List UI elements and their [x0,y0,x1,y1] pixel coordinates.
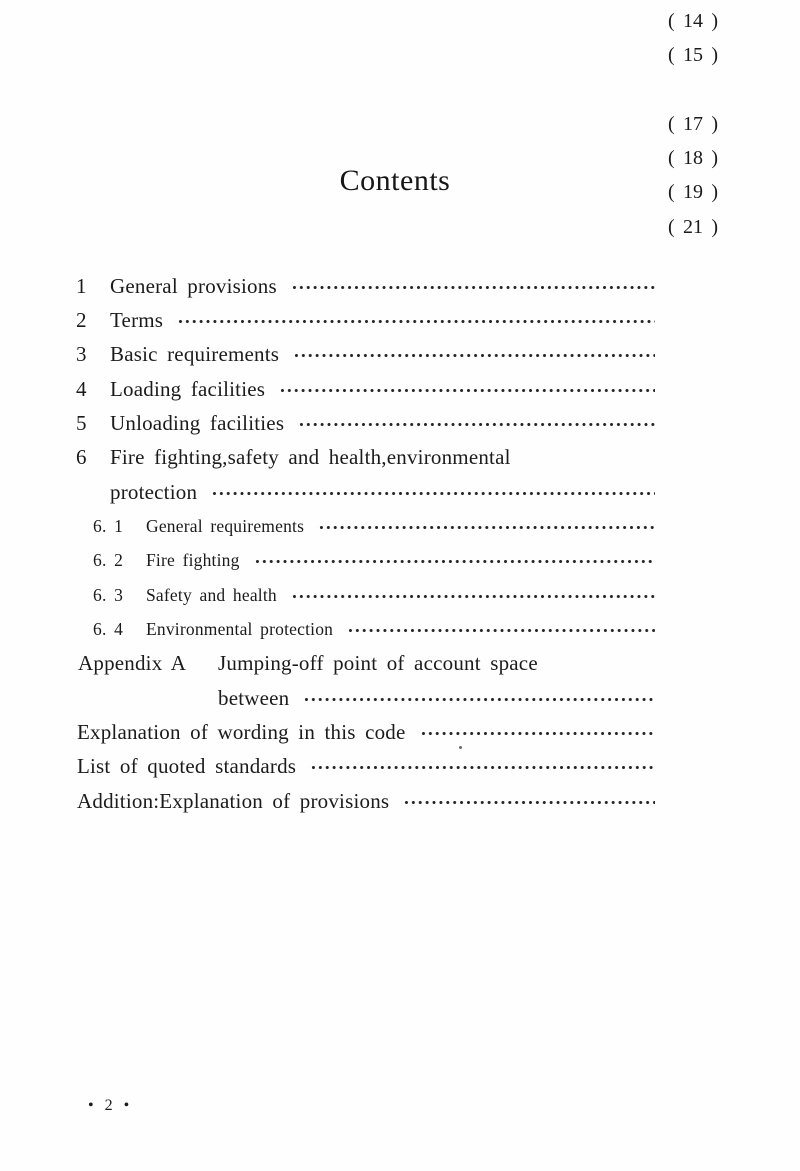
page-number-value: 21 [683,215,703,238]
toc-entry-label: Basic requirements [110,342,280,367]
scan-artifact-dot [459,746,462,749]
paren-open: ( [668,112,675,135]
dot-leader [345,612,655,646]
page-number [668,216,718,1171]
toc-entry-number: 3 [76,342,87,367]
toc-entry-label: between [218,685,290,710]
toc-entry-label: Explanation of wording in this code [77,720,406,745]
page-number-value: 14 [683,9,703,32]
toc-entry-label: Loading facilities [110,376,266,401]
paren-open: ( [668,44,675,67]
dot-leader [296,406,655,440]
toc-entry-label: Environmental protection [146,619,334,640]
toc-entry-number: 4 [76,376,87,401]
toc-entry-label: Safety and health [146,584,277,605]
page-number-value: 19 [683,181,703,204]
dot-leader [316,509,655,543]
dot-leader [289,269,655,303]
dot-leader [289,578,655,612]
paren-open: ( [668,9,675,32]
toc-entry-label: Fire fighting [146,550,240,571]
toc-entry-label: Terms [110,308,164,333]
toc-entry-number: 6. 2 [93,550,124,571]
dot-leader [175,303,655,337]
paren-close: ) [711,181,718,204]
page-number-value: 15 [683,44,703,67]
toc-entry-number: Appendix A [78,651,187,676]
dot-leader [252,544,655,578]
toc-entry-label: Unloading facilities [110,411,285,436]
toc-entry-label: Addition:Explanation of provisions [77,788,390,813]
dot-leader [209,475,655,509]
dot-leader [418,715,655,749]
paren-close: ) [711,147,718,170]
paren-open: ( [668,147,675,170]
page-title: Contents [339,164,451,197]
toc-entry-label: Fire fighting,safety and health,environmental [110,445,511,470]
dot-leader [401,784,655,818]
dot-leader [308,750,655,784]
footer-page-number: • 2 • [88,1097,130,1114]
toc-entry-number: 6 [76,445,87,470]
toc-entry-number: 6. 3 [93,584,124,605]
toc-entry-number: 1 [76,273,87,298]
toc-entry-label: General requirements [146,516,305,537]
page-number-value: 18 [683,147,703,170]
dot-leader [301,681,655,715]
toc-entry-number: 2 [76,308,87,333]
dot-leader [277,372,655,406]
toc-entry-label: Jumping-off point of account space [218,651,538,676]
toc-entry-number: 5 [76,411,87,436]
page-number-value: 17 [683,112,703,135]
paren-close: ) [711,112,718,135]
toc-entry-number: 6. 4 [93,619,124,640]
paren-close: ) [711,44,718,67]
paren-close: ) [711,9,718,32]
paren-open: ( [668,181,675,204]
toc-entry-label: List of quoted standards [77,754,297,779]
paren-close: ) [711,215,718,238]
dot-leader [291,338,655,372]
toc-entry-label: protection [110,479,198,504]
toc-entry-label: General provisions [110,273,277,298]
paren-open: ( [668,215,675,238]
toc-entry-number: 6. 1 [93,516,124,537]
